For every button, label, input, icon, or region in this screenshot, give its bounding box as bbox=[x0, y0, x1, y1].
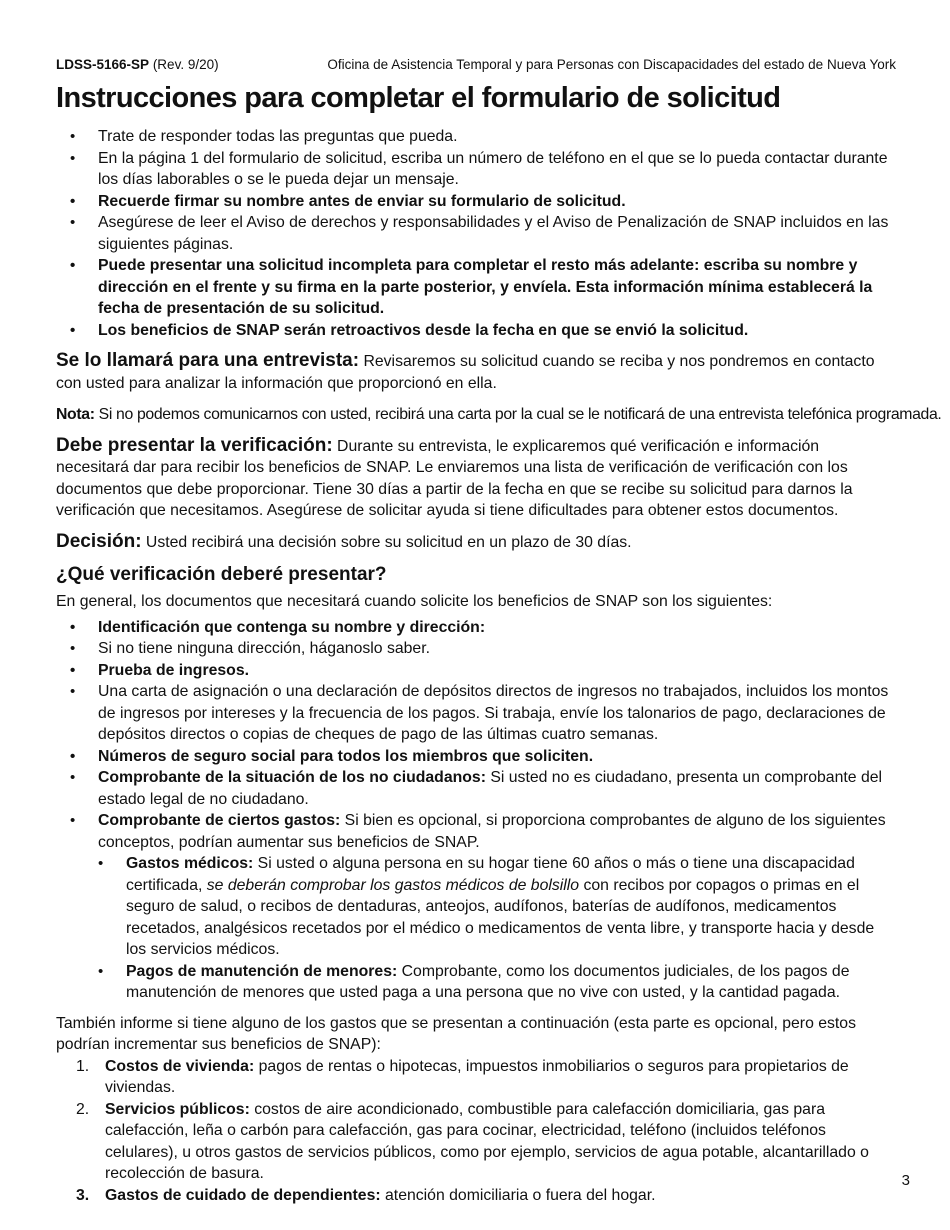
expenses-sublist bbox=[98, 853, 896, 1004]
list-item: • Prueba de ingresos. bbox=[56, 660, 896, 682]
list-item bbox=[56, 1185, 896, 1207]
interview-text: Revisaremos su solicitud cuando se reciba y nos pondremos en contacto con usted para analizar la información que proporcionó en ella. bbox=[56, 353, 875, 392]
list-item: • Puede presentar una solicitud incompleta para completar el resto más adelante: escriba su nombre y dirección en el frente y su firma en la parte posterior, y envíela. Esta información mínima establecerá la fecha de presentación de su solicitud. bbox=[56, 255, 896, 320]
note bbox=[56, 404, 942, 426]
what-verification-intro: En general, los documentos que necesitará cuando solicite los beneficios de SNAP son los siguientes: bbox=[56, 593, 773, 610]
note-label: Nota: bbox=[56, 406, 95, 423]
medical-text: Si usted o alguna persona en su hogar tiene 60 años o más o tiene una discapacidad certificada, bbox=[126, 855, 855, 894]
list-item bbox=[56, 810, 896, 853]
decision-heading: Decisión: bbox=[56, 530, 142, 552]
noncitizen-label: Comprobante de la situación de los no ciudadanos: bbox=[98, 769, 486, 786]
verification-text: Durante su entrevista, le explicaremos qué verificación e información necesitará dar para recibir los beneficios de SNAP. Le enviaremos una lista de verificación de verificación con los documentos que debe proporcionar. Tiene 30 días a partir de la fecha en que se recibe su solicitud para darnos la verificación que necesitamos. Asegúrese de solicitar ayuda si tiene dificultades para obtener estos documentos. bbox=[56, 437, 853, 519]
page-header bbox=[56, 57, 896, 72]
noncitizen-text: Si usted no es ciudadano, presenta un comprobante del estado legal de no ciudadano. bbox=[98, 769, 883, 808]
list-item: • Identificación que contenga su nombre y dirección: bbox=[56, 617, 896, 639]
item-number: 3. bbox=[76, 1186, 90, 1204]
note-text: Si no podemos comunicarnos con usted, recibirá una carta por la cual se le notificará de una entrevista telefónica programada. bbox=[94, 406, 942, 423]
page-number: 3 bbox=[901, 1172, 910, 1189]
expense-text: pagos de rentas o hipotecas, impuestos inmobiliarios o seguros para propietarios de viviendas. bbox=[105, 1057, 849, 1096]
decision-text: Usted recibirá una decisión sobre su solicitud en un plazo de 30 días. bbox=[141, 533, 632, 551]
list-item bbox=[56, 1056, 896, 1099]
expense-label: Costos de vivienda: bbox=[105, 1057, 255, 1075]
child-support-text: Comprobante, como los documentos judiciales, de los pagos de manutención de menores que usted paga a una persona que no vive con usted, y la cantidad pagada. bbox=[126, 962, 850, 1001]
list-item bbox=[98, 853, 896, 961]
list-item: • Asegúrese de leer el Aviso de derechos y responsabilidades y el Aviso de Penalización de SNAP incluidos en las siguientes páginas. bbox=[56, 212, 896, 255]
expense-text: costos de aire acondicionado, combustible para calefacción domiciliaria, gas para calefacción, leña o carbón para calefacción, gas para cocinar, electricidad, teléfono (incluidos teléfonos celulares), u otros gastos de servicios públicos, como por ejemplo, servicios de agua potable, alcantarillado o recolección de basura. bbox=[105, 1100, 869, 1182]
verification-section bbox=[56, 435, 896, 522]
list-item: • Trate de responder todas las preguntas que pueda. bbox=[56, 126, 896, 148]
form-id: LDSS-5166-SP bbox=[56, 57, 150, 72]
expenses-text: Si bien es opcional, si proporciona comprobantes de alguno de los siguientes conceptos, podrían aumentar sus beneficios de SNAP. bbox=[98, 812, 886, 851]
expense-text: atención domiciliaria o fuera del hogar. bbox=[380, 1186, 656, 1204]
list-item: • Recuerde firmar su nombre antes de enviar su formulario de solicitud. bbox=[56, 191, 896, 213]
list-item: • Una carta de asignación o una declaración de depósitos directos de ingresos no trabajados, incluidos los montos de ingresos por intereses y la frecuencia de los pagos. Si trabaja, envíe los talonarios de pago, declaraciones de depósitos directos o copias de cheques de pago de las últimas cuatro semanas. bbox=[56, 681, 896, 746]
form-revision: (Rev. 9/20) bbox=[152, 57, 219, 72]
medical-text-continued: con recibos por copagos o primas en el seguro de salud, o recibos de dentaduras, anteojos, audífonos, baterías de audífonos, medicamentos recetados, analgésicos recetados por el médico o medicamentos de venta libre, y transporte hacia y desde los servicios médicos. bbox=[126, 876, 875, 958]
agency-name: Oficina de Asistencia Temporal y para Personas con Discapacidades del estado de Nueva York bbox=[327, 57, 896, 72]
what-verification-heading: ¿Qué verificación deberé presentar? bbox=[56, 564, 387, 585]
item-number: 1. bbox=[76, 1057, 90, 1075]
expenses-label: Comprobante de ciertos gastos: bbox=[98, 812, 341, 829]
form-id-block bbox=[56, 57, 219, 72]
interview-section bbox=[56, 350, 896, 394]
optional-expenses-list bbox=[56, 1056, 896, 1207]
also-report-text: También informe si tiene alguno de los gastos que se presentan a continuación (esta parte es opcional, pero estos podrían incrementar sus beneficios de SNAP): bbox=[56, 1014, 856, 1053]
list-item: • Números de seguro social para todos los miembros que soliciten. bbox=[56, 746, 896, 768]
page-title: Instrucciones para completar el formulario de solicitud bbox=[56, 82, 781, 114]
verification-heading: Debe presentar la verificación: bbox=[56, 434, 333, 456]
child-support-label: Pagos de manutención de menores: bbox=[126, 962, 398, 980]
list-item: • Los beneficios de SNAP serán retroactivos desde la fecha en que se envió la solicitud. bbox=[56, 320, 896, 342]
item-number: 2. bbox=[76, 1100, 90, 1118]
list-item: • Si no tiene ninguna dirección, háganoslo saber. bbox=[56, 638, 896, 660]
expense-label: Servicios públicos: bbox=[105, 1100, 250, 1118]
medical-label: Gastos médicos: bbox=[126, 855, 254, 872]
list-item bbox=[98, 961, 896, 1004]
list-item: • En la página 1 del formulario de solicitud, escriba un número de teléfono en el que se lo pueda contactar durante los días laborables o se le pueda dejar un mensaje. bbox=[56, 148, 896, 191]
instructions-list bbox=[56, 126, 896, 341]
interview-heading: Se lo llamará para una entrevista: bbox=[56, 350, 360, 371]
documents-list bbox=[56, 617, 896, 854]
expense-label: Gastos de cuidado de dependientes: bbox=[105, 1186, 381, 1204]
list-item bbox=[56, 1099, 896, 1185]
decision-section bbox=[56, 531, 896, 554]
document-body bbox=[56, 126, 942, 1206]
list-item bbox=[56, 767, 896, 810]
medical-italic-text: se deberán comprobar los gastos médicos de bolsillo bbox=[206, 876, 580, 894]
